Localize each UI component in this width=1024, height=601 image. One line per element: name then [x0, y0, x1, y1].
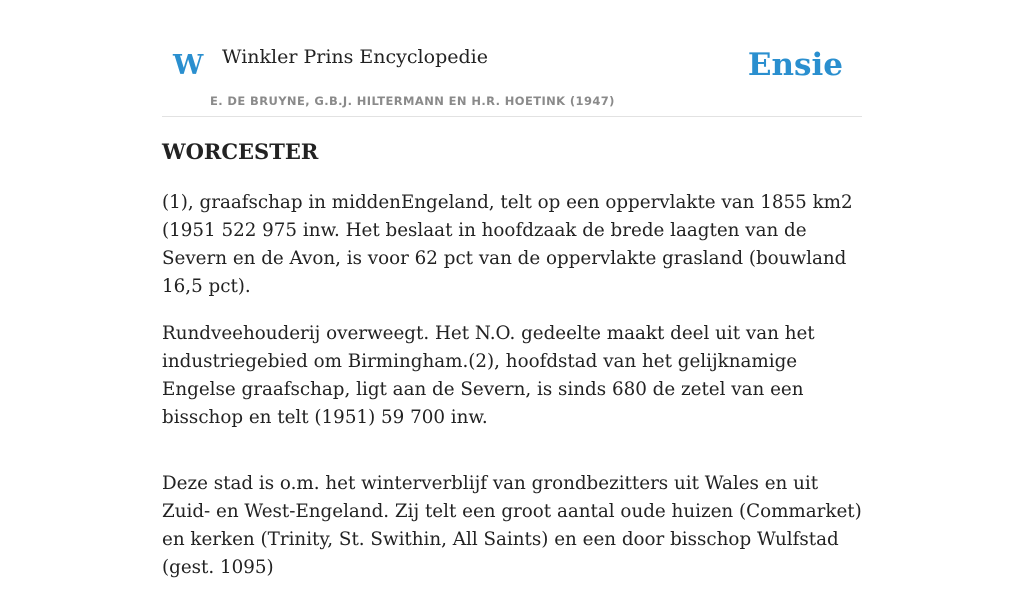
article-headword: WORCESTER: [162, 139, 319, 164]
article-paragraph-3: Deze stad is o.m. het winterverblijf van grondbezitters uit Wales en uit Zuid- en West-Engeland. Zij telt een groot aantal oude huizen (Commarket) en kerken (Trinity, St. Swithin, All Saints) en een door bisschop Wulfstad (gest. 1095): [162, 473, 862, 579]
site-header: [162, 0, 862, 117]
winkler-prins-logo[interactable]: W: [173, 50, 204, 81]
article-paragraph-1: (1), graafschap in middenEngeland, telt op een oppervlakte van 1855 km2 (1951 522 975 inw. Het beslaat in hoofdzaak de brede laagten van de Severn en de Avon, is voor 62 pct van de oppervlakte grasland (bouwland 16,5 pct).: [162, 192, 853, 298]
ensie-logo[interactable]: Ensie: [747, 47, 843, 83]
source-title[interactable]: Winkler Prins Encyclopedie: [222, 46, 488, 68]
source-authors: E. DE BRUYNE, G.B.J. HILTERMANN EN H.R. HOETINK (1947): [210, 94, 615, 108]
article-paragraph-2: Rundveehouderij overweegt. Het N.O. gedeelte maakt deel uit van het industriegebied om Birmingham.(2), hoofdstad van het gelijknamige Engelse graafschap, ligt aan de Severn, is sinds 680 de zetel van een bisschop en telt (1951) 59 700 inw.: [162, 323, 815, 429]
article-body: [162, 138, 862, 601]
